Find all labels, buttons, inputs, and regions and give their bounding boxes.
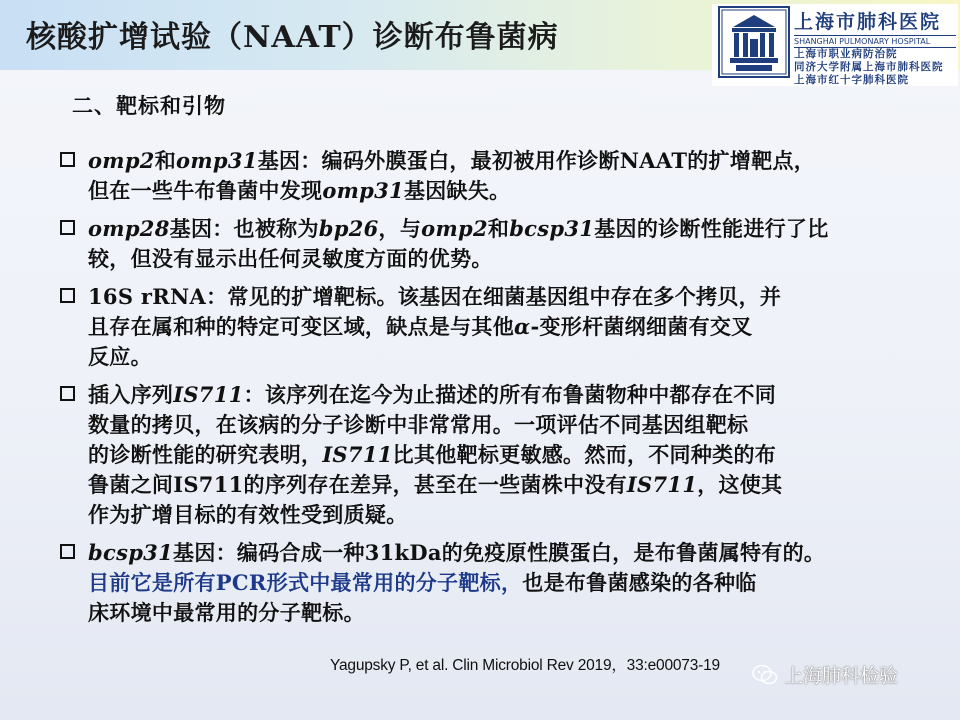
text-run: 比其他靶标更敏感。然而，不同种类的布 — [392, 442, 777, 467]
text-run: 基因：编码外膜蛋白，最初被用作诊断NAAT的扩增靶点， — [257, 148, 816, 173]
square-bullet-icon — [60, 544, 75, 559]
bullet-line — [88, 214, 940, 244]
bullet-line — [88, 244, 940, 274]
bullet-list — [60, 146, 940, 636]
italic-term: IS711 — [626, 472, 698, 497]
bullet-line — [88, 312, 940, 342]
text-run: 数量的拷贝，在该病的分子诊断中非常常用。一项评估不同基因组靶标 — [88, 412, 749, 437]
logo-line-3: 上海市红十字肺科医院 — [794, 74, 909, 86]
text-run: 但在一些牛布鲁菌中发现 — [88, 178, 323, 203]
text-run: 的诊断性能的研究表明， — [88, 442, 323, 467]
italic-term: omp31 — [322, 178, 404, 203]
bullet-line — [88, 500, 940, 530]
bullet-line — [88, 470, 940, 500]
wechat-icon — [752, 664, 778, 686]
italic-term: bcsp31 — [88, 540, 174, 565]
bullet-line — [88, 146, 940, 176]
bullet-item — [60, 214, 940, 274]
text-run: 基因的诊断性能进行了比 — [594, 216, 829, 241]
bullet-item — [60, 380, 940, 530]
text-run: 反应。 — [88, 344, 152, 369]
logo-name-en: SHANGHAI PULMONARY HOSPITAL — [794, 35, 956, 48]
text-run: 插入序列 — [88, 382, 174, 407]
square-bullet-icon — [60, 288, 75, 303]
italic-term: IS711 — [173, 382, 244, 407]
bullet-line — [88, 282, 940, 312]
bullet-line — [88, 410, 940, 440]
italic-term: bcsp31 — [509, 216, 595, 241]
text-run: 和 — [154, 148, 177, 173]
text-run: -变形杆菌纲细菌有交叉 — [530, 314, 753, 339]
logo-line-2: 同济大学附属上海市肺科医院 — [794, 61, 944, 73]
bullet-line — [88, 538, 940, 568]
text-run: 较，但没有显示出任何灵敏度方面的优势。 — [88, 246, 493, 271]
italic-term: omp2 — [88, 148, 155, 173]
italic-term: omp28 — [88, 216, 170, 241]
text-run: 作为扩增目标的有效性受到质疑。 — [88, 502, 408, 527]
text-run: ，这使其 — [697, 472, 783, 497]
text-run: 基因：编码合成一种31kDa的免疫原性膜蛋白，是布鲁菌属特有的。 — [173, 540, 826, 565]
bullet-line — [88, 568, 940, 598]
text-run: 且存在属和种的特定可变区域，缺点是与其他 — [88, 314, 514, 339]
square-bullet-icon — [60, 386, 75, 401]
bullet-line — [88, 380, 940, 410]
text-run: 和 — [487, 216, 510, 241]
slide-title: 核酸扩增试验（NAAT）诊断布鲁菌病 — [26, 20, 559, 55]
section-heading: 二、靶标和引物 — [72, 93, 226, 118]
text-run: 目前它是所有PCR形式中最常用的分子靶标， — [88, 570, 523, 595]
bullet-line — [88, 176, 940, 206]
square-bullet-icon — [60, 152, 75, 167]
text-run: 鲁菌之间IS711的序列存在差异，甚至在一些菌株中没有 — [88, 472, 627, 497]
italic-term: omp31 — [176, 148, 258, 173]
logo-text-block — [794, 7, 956, 87]
text-run: ：该序列在迄今为止描述的所有布鲁菌物种中都存在不同 — [243, 382, 777, 407]
bullet-item — [60, 146, 940, 206]
text-run: 基因：也被称为 — [169, 216, 319, 241]
italic-term: omp2 — [421, 216, 488, 241]
square-bullet-icon — [60, 220, 75, 235]
italic-term: IS711 — [322, 442, 393, 467]
citation: Yagupsky P, et al. Clin Microbiol Rev 2019，33:e00073-19 — [330, 657, 720, 674]
watermark — [752, 661, 898, 688]
text-run: 基因缺失。 — [403, 178, 511, 203]
watermark-text: 上海肺科检验 — [784, 665, 899, 687]
hospital-logo — [712, 4, 958, 86]
italic-term: bp26 — [318, 216, 379, 241]
text-run: ，与 — [378, 216, 422, 241]
logo-name-cn: 上海市肺科医院 — [794, 11, 942, 33]
bullet-line — [88, 440, 940, 470]
bullet-item — [60, 538, 940, 628]
italic-term: α — [514, 314, 531, 339]
logo-line-1: 上海市职业病防治院 — [794, 48, 898, 60]
hospital-building-icon — [718, 6, 790, 78]
bullet-item — [60, 282, 940, 372]
text-run: 16S rRNA：常见的扩增靶标。该基因在细菌基因组中存在多个拷贝，并 — [88, 284, 782, 309]
bullet-line — [88, 342, 940, 372]
text-run: 床环境中最常用的分子靶标。 — [88, 600, 365, 625]
bullet-line — [88, 598, 940, 628]
text-run: 也是布鲁菌感染的各种临 — [522, 570, 757, 595]
